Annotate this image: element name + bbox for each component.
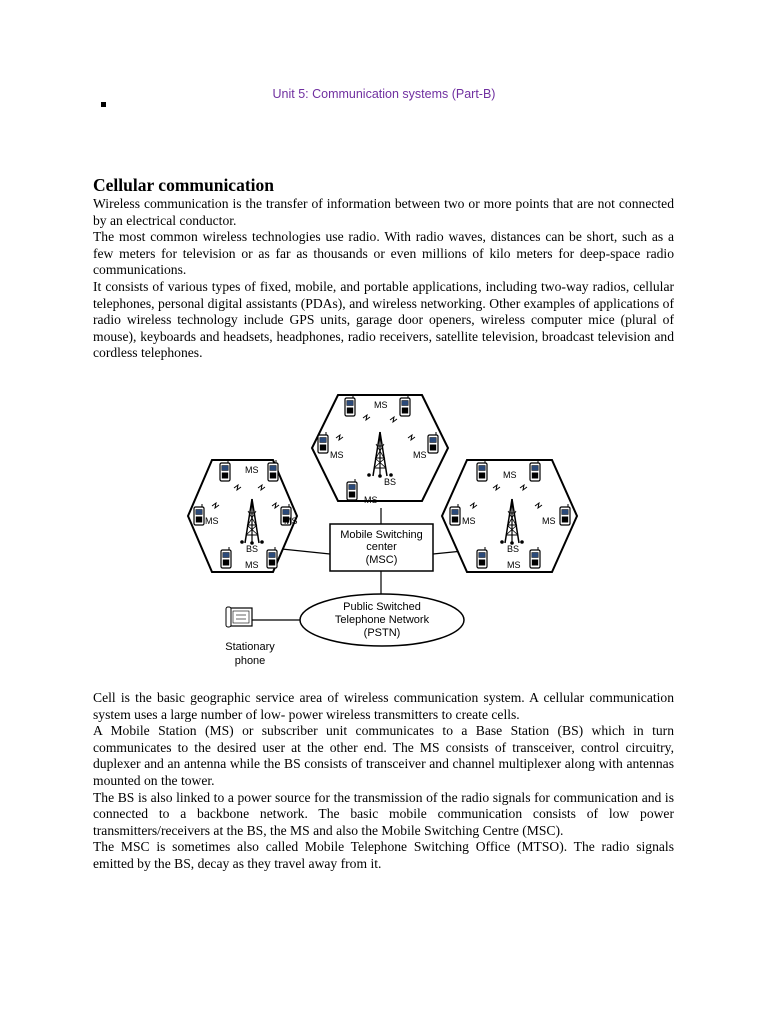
ms-label-left-2: MS bbox=[205, 516, 219, 526]
cell-left bbox=[188, 460, 298, 572]
ms-label-top-2: MS bbox=[330, 450, 344, 460]
stationary-phone-label-line-2: phone bbox=[234, 655, 266, 667]
stationary-phone-label-line-1: Stationary bbox=[225, 641, 275, 653]
unit-header bbox=[0, 87, 768, 101]
stationary-phone-icon bbox=[226, 607, 252, 627]
ms-label-right-1: MS bbox=[503, 470, 517, 480]
pstn-label-line-1: Public Switched bbox=[343, 601, 421, 613]
body-text-block bbox=[93, 690, 674, 873]
pstn-ellipse bbox=[300, 594, 464, 646]
ms-label-right-2: MS bbox=[462, 516, 476, 526]
cell-top bbox=[312, 395, 448, 505]
paragraph-msc-mtso: The MSC is sometimes also called Mobile Telephone Switching Office (MTSO). The radio signals emitted by the BS, decay as they travel away from it. bbox=[93, 839, 674, 871]
ms-label-top-1: MS bbox=[374, 400, 388, 410]
cell-right bbox=[442, 460, 577, 572]
bs-label-top: BS bbox=[384, 477, 397, 487]
unit-header-text: Unit 5: Communication systems (Part-B) bbox=[272, 87, 496, 101]
paragraph-ms-bs: A Mobile Station (MS) or subscriber unit communicates to a Base Station (BS) which in turn communicates to the desired user at the other end. The MS consists of transceiver, control circuitry, duplexer and an antenna while the BS consists of transceiver and channel multiplexer along with antennas mounted on the tower. bbox=[93, 723, 674, 788]
msc-label-line-1: Mobile Switching bbox=[340, 529, 423, 541]
pstn-label-line-2: Telephone Network bbox=[334, 614, 430, 626]
bullet-mark bbox=[101, 102, 106, 107]
bs-label-left: BS bbox=[246, 544, 259, 554]
msc-label-line-3: (MSC) bbox=[365, 554, 398, 566]
paragraph-applications: It consists of various types of fixed, mobile, and portable applications, including two-way radios, cellular telephones, personal digital assistants (PDAs), and wireless networking. Other examples of applications of radio wireless technology include GPS units, garage door openers, wireless computer mice (plural of mouse), keyboards and headsets, headphones, radio receivers, satellite television, broadcast television and cordless telephones. bbox=[93, 278, 674, 361]
ms-label-top-3: MS bbox=[413, 450, 427, 460]
paragraph-radio-distances: The most common wireless technologies use radio. With radio waves, distances can be short, such as a few meters for television or as far as thousands or even millions of kilo meters for deep-space radio communications. bbox=[93, 229, 674, 278]
ms-label-left-1: MS bbox=[245, 465, 259, 475]
paragraph-wireless-definition: Wireless communication is the transfer of information between two or more points that are not connected by an electrical conductor. bbox=[93, 196, 674, 228]
section-title: Cellular communication bbox=[93, 175, 274, 195]
ms-label-right-4: MS bbox=[507, 560, 521, 570]
ms-label-right-3: MS bbox=[542, 516, 556, 526]
intro-text-block bbox=[93, 196, 674, 362]
paragraph-bs-power: The BS is also linked to a power source for the transmission of the radio signals for communication and is connected to a backbone network. The basic mobile communication consists of low power transmitters/receivers at the BS, the MS and also the Mobile Switching Centre (MSC). bbox=[93, 789, 674, 838]
pstn-label-line-3: (PSTN) bbox=[363, 627, 401, 639]
msc-label-line-2: center bbox=[366, 541, 397, 553]
paragraph-cell-definition: Cell is the basic geographic service area of wireless communication system. A cellular communication system uses a large number of low- power wireless transmitters to create cells. bbox=[93, 690, 674, 722]
ms-label-top-4: MS bbox=[364, 495, 378, 505]
msc-box bbox=[330, 524, 433, 571]
bs-label-right: BS bbox=[507, 544, 520, 554]
ms-label-left-3: MS bbox=[284, 516, 298, 526]
cellular-network-diagram bbox=[180, 388, 590, 673]
ms-label-left-4: MS bbox=[245, 560, 259, 570]
